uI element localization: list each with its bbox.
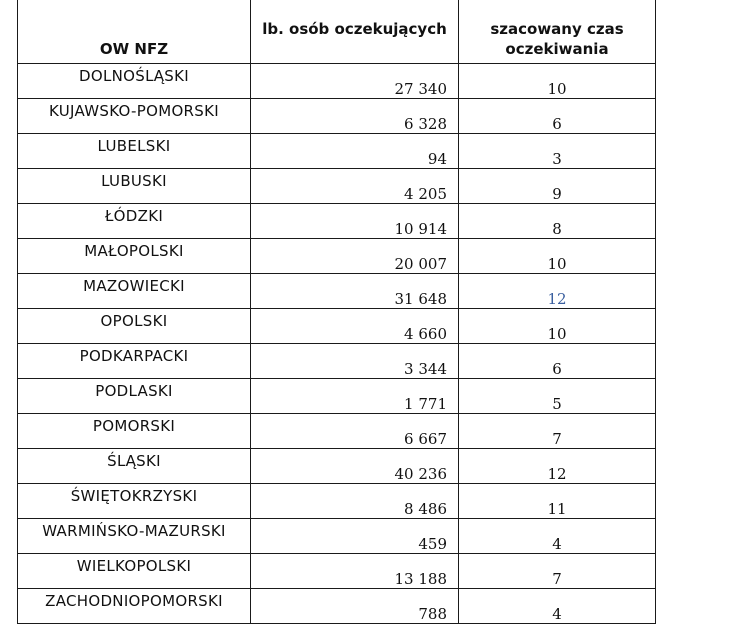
waiting-count-cell: 459 — [251, 519, 459, 554]
waiting-count-cell: 788 — [251, 589, 459, 624]
estimated-wait-cell: 12 — [459, 274, 656, 309]
region-cell: WARMIŃSKO-MAZURSKI — [18, 519, 251, 554]
region-cell: ZACHODNIOPOMORSKI — [18, 589, 251, 624]
region-cell: KUJAWSKO-POMORSKI — [18, 99, 251, 134]
region-cell: ŚWIĘTOKRZYSKI — [18, 484, 251, 519]
table-row — [18, 589, 656, 624]
table-row — [18, 379, 656, 414]
header-estimated-wait — [459, 0, 656, 64]
header-ow-nfz: OW NFZ — [18, 0, 251, 64]
table-body — [18, 0, 656, 624]
table-row — [18, 99, 656, 134]
table-row — [18, 134, 656, 169]
table-row — [18, 309, 656, 344]
table-row — [18, 169, 656, 204]
estimated-wait-cell: 3 — [459, 134, 656, 169]
waiting-count-cell: 8 486 — [251, 484, 459, 519]
region-cell: MAŁOPOLSKI — [18, 239, 251, 274]
region-cell: ŁÓDZKI — [18, 204, 251, 239]
table-row — [18, 239, 656, 274]
waiting-count-cell: 40 236 — [251, 449, 459, 484]
waiting-count-cell: 4 205 — [251, 169, 459, 204]
waiting-count-cell: 94 — [251, 134, 459, 169]
region-cell: PODLASKI — [18, 379, 251, 414]
waiting-count-cell: 27 340 — [251, 64, 459, 99]
region-cell: DOLNOŚLĄSKI — [18, 64, 251, 99]
table-row — [18, 449, 656, 484]
estimated-wait-cell: 10 — [459, 239, 656, 274]
table-row — [18, 414, 656, 449]
waiting-count-cell: 6 328 — [251, 99, 459, 134]
region-cell: LUBELSKI — [18, 134, 251, 169]
waiting-count-cell: 13 188 — [251, 554, 459, 589]
table-row — [18, 519, 656, 554]
region-cell: MAZOWIECKI — [18, 274, 251, 309]
estimated-wait-cell: 6 — [459, 99, 656, 134]
estimated-wait-cell: 9 — [459, 169, 656, 204]
estimated-wait-cell: 10 — [459, 309, 656, 344]
estimated-wait-cell: 10 — [459, 64, 656, 99]
estimated-wait-cell: 4 — [459, 519, 656, 554]
header-estimated-wait-line1: szacowany czas — [490, 20, 624, 38]
estimated-wait-cell: 6 — [459, 344, 656, 379]
table-row — [18, 484, 656, 519]
header-estimated-wait-line2: oczekiwania — [505, 40, 609, 58]
region-cell: POMORSKI — [18, 414, 251, 449]
region-cell: ŚLĄSKI — [18, 449, 251, 484]
table-header-row — [18, 0, 656, 64]
waiting-count-cell: 3 344 — [251, 344, 459, 379]
region-cell: LUBUSKI — [18, 169, 251, 204]
estimated-wait-cell: 8 — [459, 204, 656, 239]
table-row — [18, 64, 656, 99]
region-cell: PODKARPACKI — [18, 344, 251, 379]
estimated-wait-cell: 7 — [459, 554, 656, 589]
table-row — [18, 554, 656, 589]
waiting-count-cell: 6 667 — [251, 414, 459, 449]
estimated-wait-cell: 7 — [459, 414, 656, 449]
table-row — [18, 344, 656, 379]
estimated-wait-cell: 11 — [459, 484, 656, 519]
waiting-count-cell: 10 914 — [251, 204, 459, 239]
estimated-wait-cell: 4 — [459, 589, 656, 624]
table-row — [18, 274, 656, 309]
estimated-wait-cell: 12 — [459, 449, 656, 484]
table-row — [18, 204, 656, 239]
region-cell: OPOLSKI — [18, 309, 251, 344]
waiting-count-cell: 20 007 — [251, 239, 459, 274]
waiting-count-cell: 1 771 — [251, 379, 459, 414]
header-waiting-count: lb. osób oczekujących — [251, 0, 459, 64]
region-cell: WIELKOPOLSKI — [18, 554, 251, 589]
waiting-count-cell: 31 648 — [251, 274, 459, 309]
waiting-count-cell: 4 660 — [251, 309, 459, 344]
estimated-wait-cell: 5 — [459, 379, 656, 414]
waiting-list-table — [17, 0, 656, 624]
